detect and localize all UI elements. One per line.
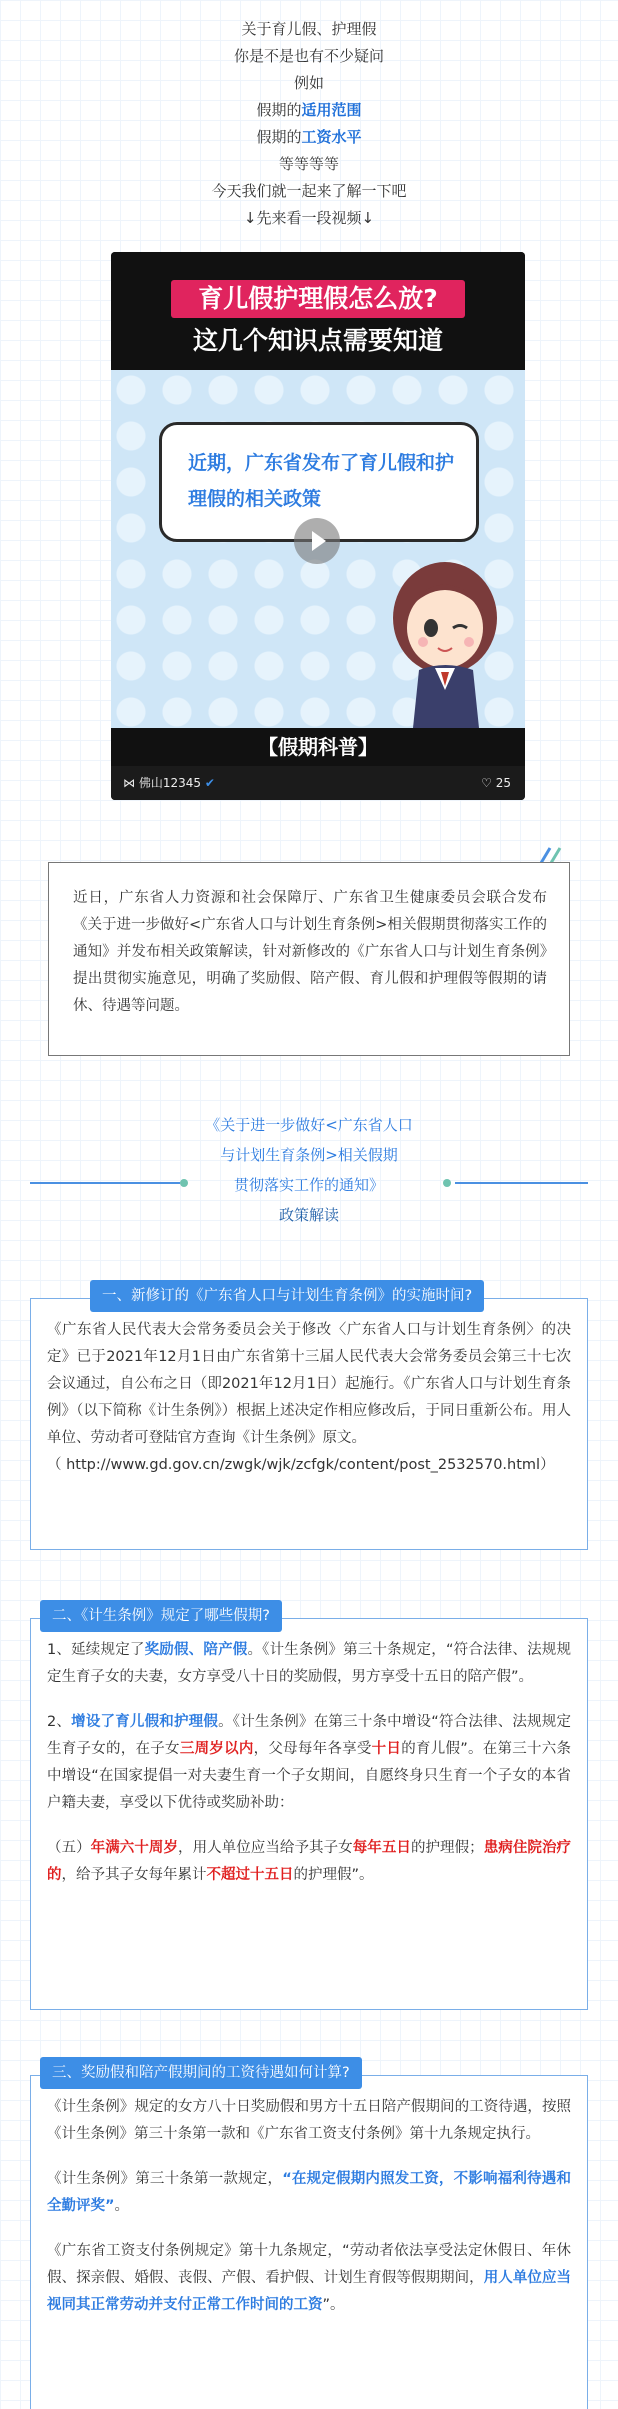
section-1-text: 《广东省人民代表大会常务委员会关于修改〈广东省人口与计划生育条例〉的决定》已于2021年12月1日由广东省第十三届人民代表大会常务委员会第三十七次会议通过，自公布之日（即2021年12月1日）起施行。《广东省人口与计划生育条例》（以下简称《计生条例》）根据上述决定作相应修改后，于同日重新公布。用人单位、劳动者可登陆官方查询《计生条例》原文。 bbox=[47, 1322, 571, 1446]
section-3-paragraph: 《广东省工资支付条例规定》第十九条规定，“劳动者依法享受法定休假日、年休假、探亲假、婚假、丧假、产假、看护假、计划生育假等假期期间，用人单位应当视同其正常劳动并支付正常工作时间的工资”。 bbox=[47, 2243, 572, 2313]
divider-line bbox=[455, 1182, 588, 1184]
summary-box: 近日，广东省人力资源和社会保障厅、广东省卫生健康委员会联合发布《关于进一步做好<广东省人口与计划生育条例>相关假期贯彻落实工作的通知》并发布相关政策解读，针对新修改的《广东省人口与计划生育条例》提出贯彻实施意见，明确了奖励假、陪产假、育儿假和护理假等假期的请休、待遇等问题。 bbox=[48, 862, 570, 1056]
video-caption: 【假期科普】 bbox=[111, 728, 525, 766]
section-2-title: 二、《计生条例》规定了哪些假期? bbox=[40, 1600, 282, 1632]
intro-line: 你是不是也有不少疑问 bbox=[233, 47, 384, 65]
policy-line: 与计划生育条例>相关假期 bbox=[220, 1146, 398, 1164]
intro-line: 假期的工资水平 bbox=[256, 128, 362, 146]
play-icon[interactable] bbox=[294, 518, 340, 564]
section-2-paragraph: 2、增设了育儿假和护理假。《计生条例》在第三十条中增设“符合法律、法规规定生育子女的，在子女三周岁以内，父母每年各享受十日的育儿假”。在第三十六条中增设“在国家提倡一对夫妻生育一个子女期间，自愿终身只生育一个子女的本省户籍夫妻，享受以下优待或奖励补助： bbox=[47, 1714, 572, 1811]
heart-icon: ♡ bbox=[481, 776, 496, 790]
video-title-2: 这几个知识点需要知道 bbox=[192, 326, 443, 355]
section-2-box bbox=[30, 1618, 588, 2010]
channel-name[interactable]: 佛山12345 bbox=[138, 776, 202, 790]
section-1-title: 一、新修订的《广东省人口与计划生育条例》的实施时间? bbox=[90, 1280, 484, 1312]
video-scene bbox=[111, 370, 525, 728]
intro-line: ↓先来看一段视频↓ bbox=[243, 209, 375, 227]
video-footer bbox=[111, 766, 525, 800]
intro-line: 例如 bbox=[293, 74, 324, 92]
video-banner bbox=[111, 252, 525, 370]
intro-line: 等等等等 bbox=[278, 155, 339, 173]
cartoon-character bbox=[383, 540, 513, 728]
intro-block bbox=[0, 0, 618, 232]
policy-line: 《关于进一步做好<广东省人口 bbox=[205, 1116, 413, 1134]
intro-line: 今天我们就一起来了解一下吧 bbox=[211, 182, 407, 200]
video-player[interactable] bbox=[111, 252, 525, 800]
policy-line: 贯彻落实工作的通知》 bbox=[233, 1176, 384, 1194]
intro-line: 关于育儿假、护理假 bbox=[241, 20, 377, 38]
divider-line bbox=[30, 1182, 180, 1184]
policy-heading bbox=[0, 1110, 618, 1230]
verified-icon: ✔ bbox=[204, 776, 215, 790]
section-3-paragraph: 《计生条例》第三十条第一款规定，“在规定假期内照发工资，不影响福利待遇和全勤评奖”。 bbox=[47, 2171, 571, 2214]
video-title-1: 育儿假护理假怎么放? bbox=[171, 280, 465, 318]
like-count[interactable]: ♡ 25 bbox=[481, 776, 511, 790]
divider-dot bbox=[443, 1179, 451, 1187]
section-3-paragraph: 《计生条例》规定的女方八十日奖励假和男方十五日陪产假期间的工资待遇，按照《计生条例》第三十条第一款和《广东省工资支付条例》第十九条规定执行。 bbox=[47, 2099, 571, 2142]
section-2-paragraph: （五）年满六十周岁，用人单位应当给予其子女每年五日的护理假；患病住院治疗的，给予其子女每年累计不超过十五日的护理假”。 bbox=[47, 1840, 572, 1883]
section-3-title: 三、奖励假和陪产假期间的工资待遇如何计算? bbox=[40, 2057, 362, 2089]
section-3-box bbox=[30, 2075, 588, 2409]
section-1-box bbox=[30, 1298, 588, 1550]
divider-dot bbox=[180, 1179, 188, 1187]
section-2-paragraph: 1、延续规定了奖励假、陪产假。《计生条例》第三十条规定，“符合法律、法规规定生育子女的夫妻，女方享受八十日的奖励假，男方享受十五日的陪产假”。 bbox=[47, 1642, 572, 1685]
speech-bubble: 近期，广东省发布了育儿假和护理假的相关政策 bbox=[159, 422, 479, 542]
section-1-link[interactable]: （ http://www.gd.gov.cn/zwgk/wjk/zcfgk/content/post_2532570.html） bbox=[47, 1457, 555, 1473]
policy-line: 政策解读 bbox=[278, 1206, 339, 1224]
channel-icon: ⋈ bbox=[123, 776, 139, 790]
intro-line: 假期的适用范围 bbox=[256, 101, 362, 119]
